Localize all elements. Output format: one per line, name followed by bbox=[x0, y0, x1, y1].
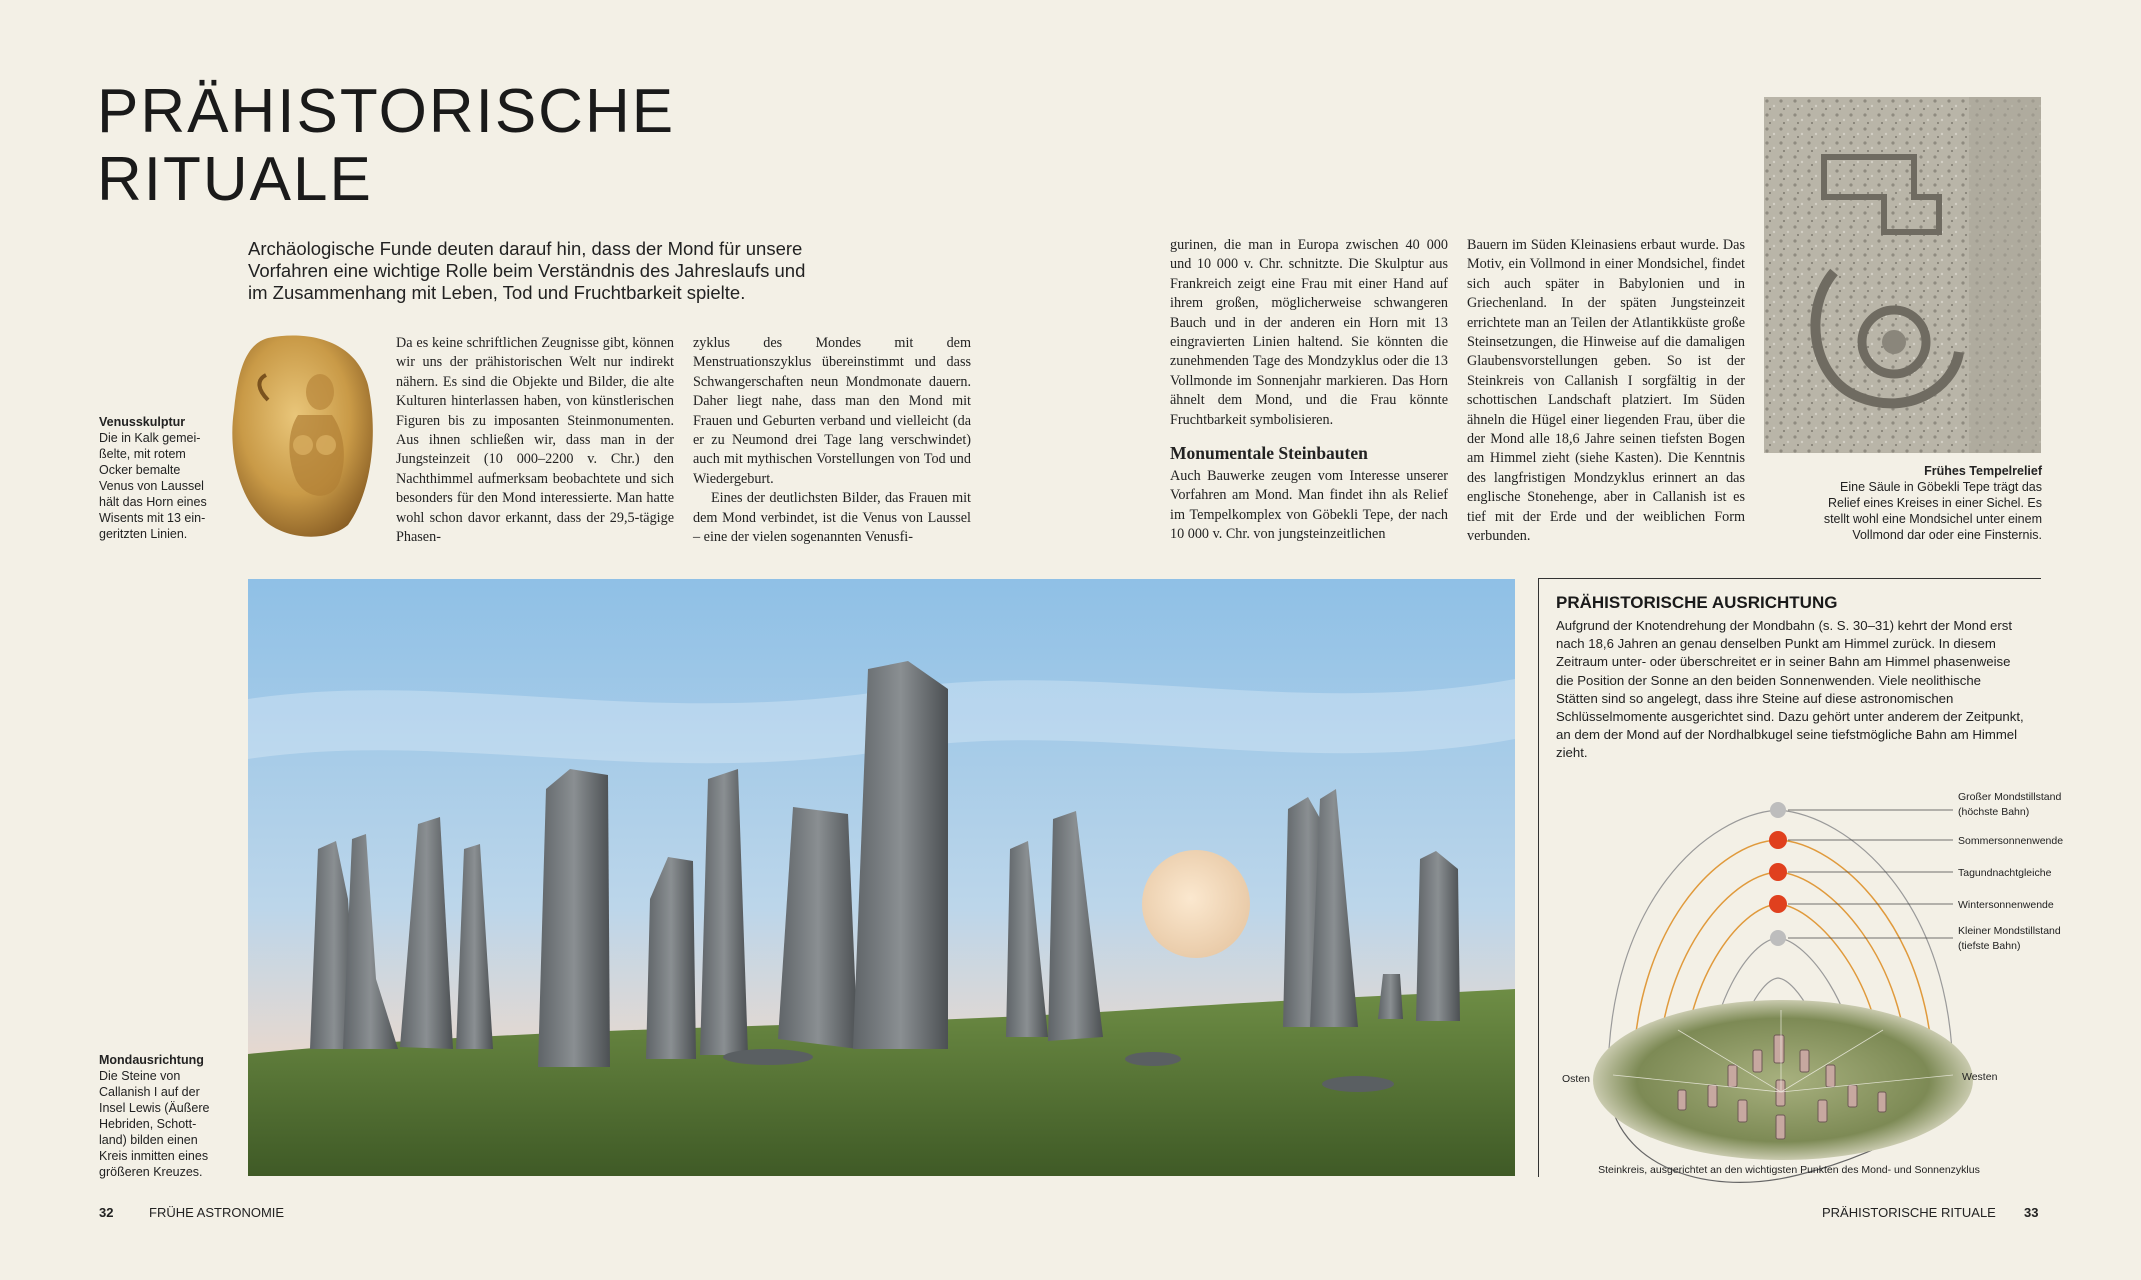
label-minor-standstill-sub: (tiefste Bahn) bbox=[1958, 940, 2021, 952]
temple-relief-image bbox=[1764, 97, 2041, 453]
column-2-paragraph-2: Eines der deutlichsten Bilder, das Frauen mit dem Mond verbindet, ist die Venus von Laussel – eine der vielen sogenannten Venusfi- bbox=[693, 490, 971, 546]
section-label-left: FRÜHE ASTRONOMIE bbox=[149, 1205, 285, 1220]
body-column-1 bbox=[396, 334, 674, 547]
sidebar-text: Aufgrund der Knotendrehung der Mondbahn (s. S. 30–31) kehrt der Mond erst nach 18,6 Jahren an genau denselben Punkt am Himmel zurück. In diesem Zeitraum unter- oder überschreitet er in seiner Bahn am Himmel phasenweise die Position der Sonne an den beiden Sonnenwenden. Viele neolithische Stätten sind so angelegt, dass ihre Steine auf diese astronomischen Schlüsselmomente ausgerichtet sind. Dazu gehört unter anderem der Zeitpunkt, an dem der Mond auf der Nordhalbkugel seine tiefstmögliche Bahn am Himmel zieht. bbox=[1556, 618, 2024, 761]
page-number-right: 33 bbox=[2024, 1205, 2039, 1220]
venus-caption-text: Die in Kalk gemei- ßelte, mit rotem Ocker bemalte Venus von Laussel hält das Horn eines Wisents mit 13 ein- geritzten Linien. bbox=[99, 431, 207, 541]
moon-alignment-caption bbox=[99, 1052, 239, 1180]
callanish-stones-photo bbox=[248, 579, 1515, 1176]
column-3-paragraph-2: Auch Bauwerke zeugen vom Interesse unserer Vorfahren am Mond. Man findet ihn als Relief im Tempelkomplex von Göbekli Tepe, der nach 10 000 v. Chr. von jungsteinzeitlichen bbox=[1170, 468, 1448, 543]
sidebar-title: PRÄHISTORISCHE AUSRICHTUNG bbox=[1556, 593, 1838, 612]
column-2-paragraph-1: zyklus des Mondes mit dem Menstruationszyklus übereinstimmt und dass Schwangerschaften neun Mondmonate dauern. Daher liegt nahe, dass man den Mond mit Frauen und Geburten verband und vielleicht (da er zu Neumond drei Tage lang verschwindet) auch mit mythischen Vorstellungen von Tod und Wiedergeburt. bbox=[693, 335, 971, 487]
column-3-paragraph-1: gurinen, die man in Europa zwischen 40 000 und 10 000 v. Chr. schnitzte. Die Skulptur aus Frankreich zeigt eine Frau mit einer Hand auf ihrem großen, möglicherweise schwangeren Bauch und in der anderen ein Horn mit 13 eingravierten Linien haltend. Sie könnten die zunehmenden Tage des Mondzyklus oder die 13 Vollmonde im Sonnenjahr markieren. Das Horn ähnelt dem Mond, und die Frau könnte Fruchtbarkeit symbolisieren. bbox=[1170, 237, 1448, 428]
column-4-paragraph: Bauern im Süden Kleinasiens erbaut wurde. Das Motiv, ein Vollmond in einer Mondsichel, findet sich auch später in Babylonien und in Griechenland. In der späten Jungsteinzeit errichtete man an Teilen der Atlantikküste große Steinsetzungen, die Hinweise auf die damaligen Glaubensvorstellungen geben. So ist der Steinkreis von Callanish I sorgfältig in der schottischen Landschaft platziert. Im Süden ähneln die Hügel einer liegenden Frau, über die der Mond alle 18,6 Jahre seinen tiefsten Bogen am Himmel zieht (siehe Kasten). Die Kenntnis des langfristigen Mondzyklus erinnert an das englische Stonehenge, aber in Callanish ist es tief mit der Erde und der weiblichen Form verbunden. bbox=[1467, 237, 1745, 545]
label-east: Osten bbox=[1562, 1073, 1591, 1085]
page-title-line-1: PRÄHISTORISCHE bbox=[97, 77, 676, 146]
diagram-caption: Steinkreis, ausgerichtet an den wichtigsten Punkten des Mond- und Sonnenzyklus bbox=[1598, 1164, 1980, 1176]
label-major-standstill: Großer Mondstillstand bbox=[1958, 791, 2062, 803]
body-column-2 bbox=[693, 334, 971, 547]
moon-caption-title: Mondausrichtung bbox=[99, 1053, 204, 1067]
label-major-standstill-sub: (höchste Bahn) bbox=[1958, 806, 2030, 818]
body-column-3 bbox=[1170, 236, 1448, 545]
section-label-right: PRÄHISTORISCHE RITUALE bbox=[1822, 1205, 1996, 1220]
intro-text: Archäologische Funde deuten darauf hin, dass der Mond für unsere Vorfahren eine wichtige Rolle beim Verständnis des Jahreslaufs und im Zusammenhang mit Leben, Tod und Fruchtbarkeit spielte. bbox=[248, 238, 806, 303]
moon-caption-text: Die Steine von Callanish I auf der Insel Lewis (Äußere Hebriden, Schott- land) bilden einen Kreis inmitten eines größeren Kreuzes. bbox=[99, 1069, 210, 1179]
column-1-paragraph: Da es keine schriftlichen Zeugnisse gibt, können wir uns der prähistorischen Welt nur indirekt nähern. Es sind die Objekte und Bilder, die alte Kulturen hinterlassen haben, von künstlerischen Figuren bis zu imposanten Steinmonumenten. Aus ihnen schließen wir, dass man in der Jungsteinzeit (10 000–2200 v. Chr.) den Nachthimmel aufmerksam beobachtete und sich besonders für den Mond interessierte. Man hatte wohl schon davor erkannt, dass der 29,5-tägige Phasen- bbox=[396, 335, 674, 546]
page-number-left: 32 bbox=[99, 1205, 114, 1220]
page-title bbox=[97, 78, 797, 214]
relief-caption-title: Frühes Tempelrelief bbox=[1924, 464, 2042, 478]
label-west: Westen bbox=[1962, 1071, 1998, 1083]
label-minor-standstill: Kleiner Mondstillstand bbox=[1958, 925, 2061, 937]
relief-caption-text: Eine Säule in Göbekli Tepe trägt das Relief eines Kreises in einer Sichel. Es stellt wohl eine Mondsichel unter einem Vollmond dar oder eine Finsternis. bbox=[1823, 480, 2042, 542]
label-equinox: Tagundnachtgleiche bbox=[1958, 867, 2052, 879]
label-summer-solstice: Sommersonnenwende bbox=[1958, 835, 2064, 847]
column-3-heading: Monumentale Steinbauten bbox=[1170, 443, 1368, 464]
venus-sculpture-image bbox=[228, 330, 378, 540]
page-title-line-2: RITUALE bbox=[97, 145, 373, 214]
relief-caption bbox=[1764, 463, 2042, 543]
label-winter-solstice: Wintersonnenwende bbox=[1958, 899, 2054, 911]
body-column-4 bbox=[1467, 236, 1745, 547]
venus-caption-title: Venusskulptur bbox=[99, 415, 186, 429]
alignment-diagram bbox=[1538, 780, 2064, 1180]
venus-caption bbox=[99, 414, 224, 542]
